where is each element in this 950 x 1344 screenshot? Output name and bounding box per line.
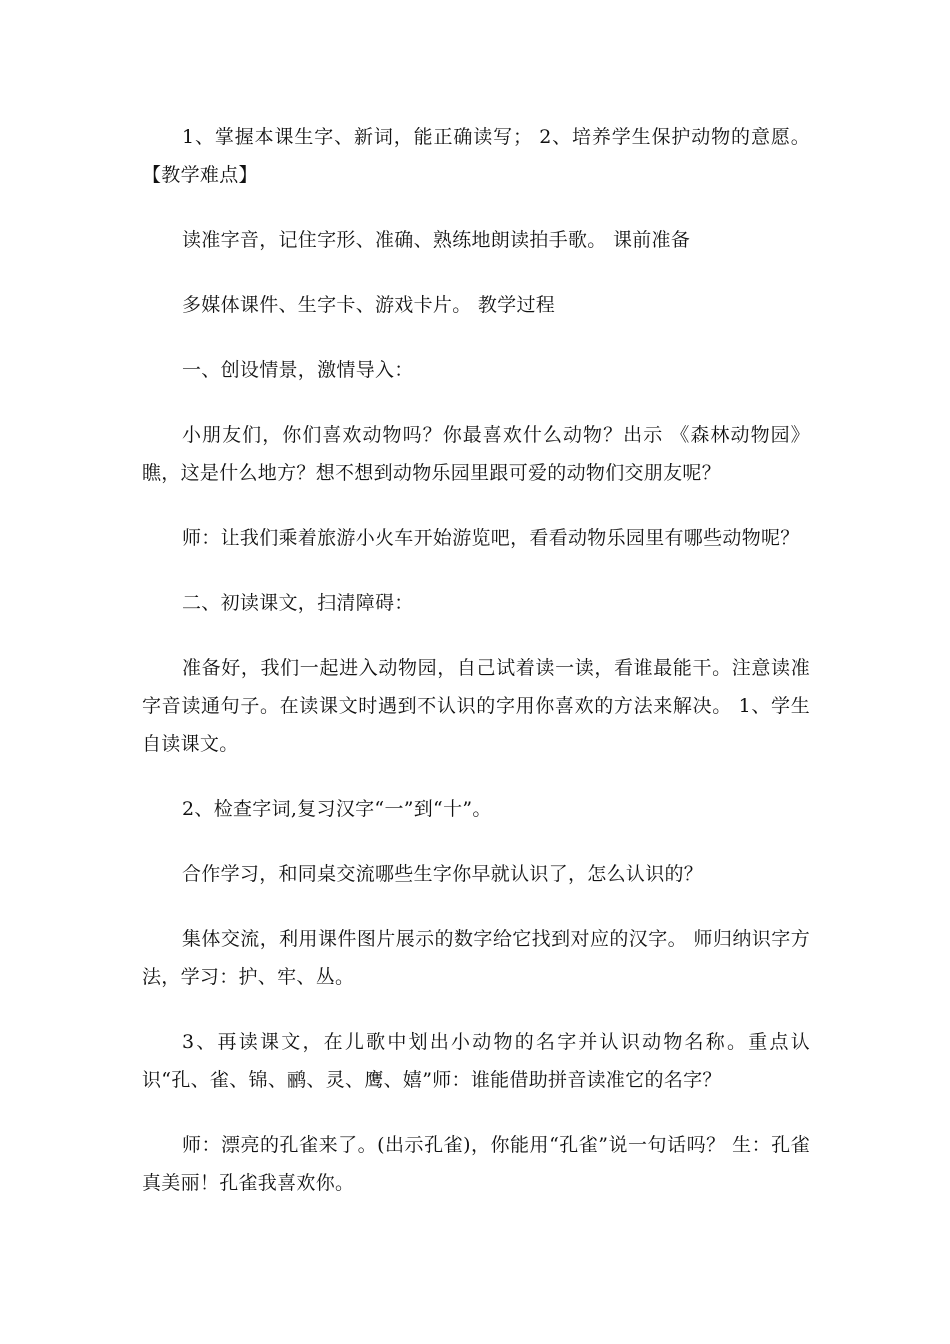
paragraph-preparation: 多媒体课件、生字卡、游戏卡片。 教学过程 [182, 294, 556, 316]
paragraph-objectives: 1、掌握本课生字、新词，能正确读写； 2、培养学生保护动物的意愿。【教学难点】 [142, 126, 810, 186]
section-heading-intro: 一、创设情景，激情导入： [182, 359, 414, 381]
document-body [142, 118, 810, 1229]
paragraph-cooperative-learning: 合作学习，和同桌交流哪些生字你早就认识了，怎么认识的？ [182, 863, 704, 885]
paragraph-teacher-train: 师：让我们乘着旅游小火车开始游览吧，看看动物乐园里有哪些动物呢？ [182, 527, 800, 549]
paragraph-reread: 3、再读课文，在儿歌中划出小动物的名字并认识动物名称。重点认识“孔、雀、锦、鹂、灵、鹰、嬉”师：谁能借助拼音读准它的名字？ [142, 1031, 810, 1091]
paragraph-difficulties: 读准字音，记住字形、准确、熟练地朗读拍手歌。 课前准备 [182, 229, 691, 251]
paragraph-self-reading: 准备好，我们一起进入动物园，自己试着读一读，看谁最能干。注意读准字音读通句子。在读课文时遇到不认识的字用你喜欢的方法来解决。 1、学生自读课文。 [142, 657, 810, 755]
paragraph-check-words: 2、检查字词,复习汉字“一”到“十”。 [182, 798, 492, 820]
paragraph-peacock: 师：漂亮的孔雀来了。(出示孔雀)，你能用“孔雀”说一句话吗？ 生：孔雀真美丽！孔雀我喜欢你。 [142, 1134, 810, 1194]
paragraph-group-exchange: 集体交流，利用课件图片展示的数字给它找到对应的汉字。 师归纳识字方法，学习：护、牢、丛。 [142, 928, 810, 988]
paragraph-intro-question: 小朋友们，你们喜欢动物吗？你最喜欢什么动物？出示 《森林动物园》瞧，这是什么地方？想不想到动物乐园里跟可爱的动物们交朋友呢？ [142, 424, 810, 484]
section-heading-first-reading: 二、初读课文，扫清障碍： [182, 592, 414, 614]
